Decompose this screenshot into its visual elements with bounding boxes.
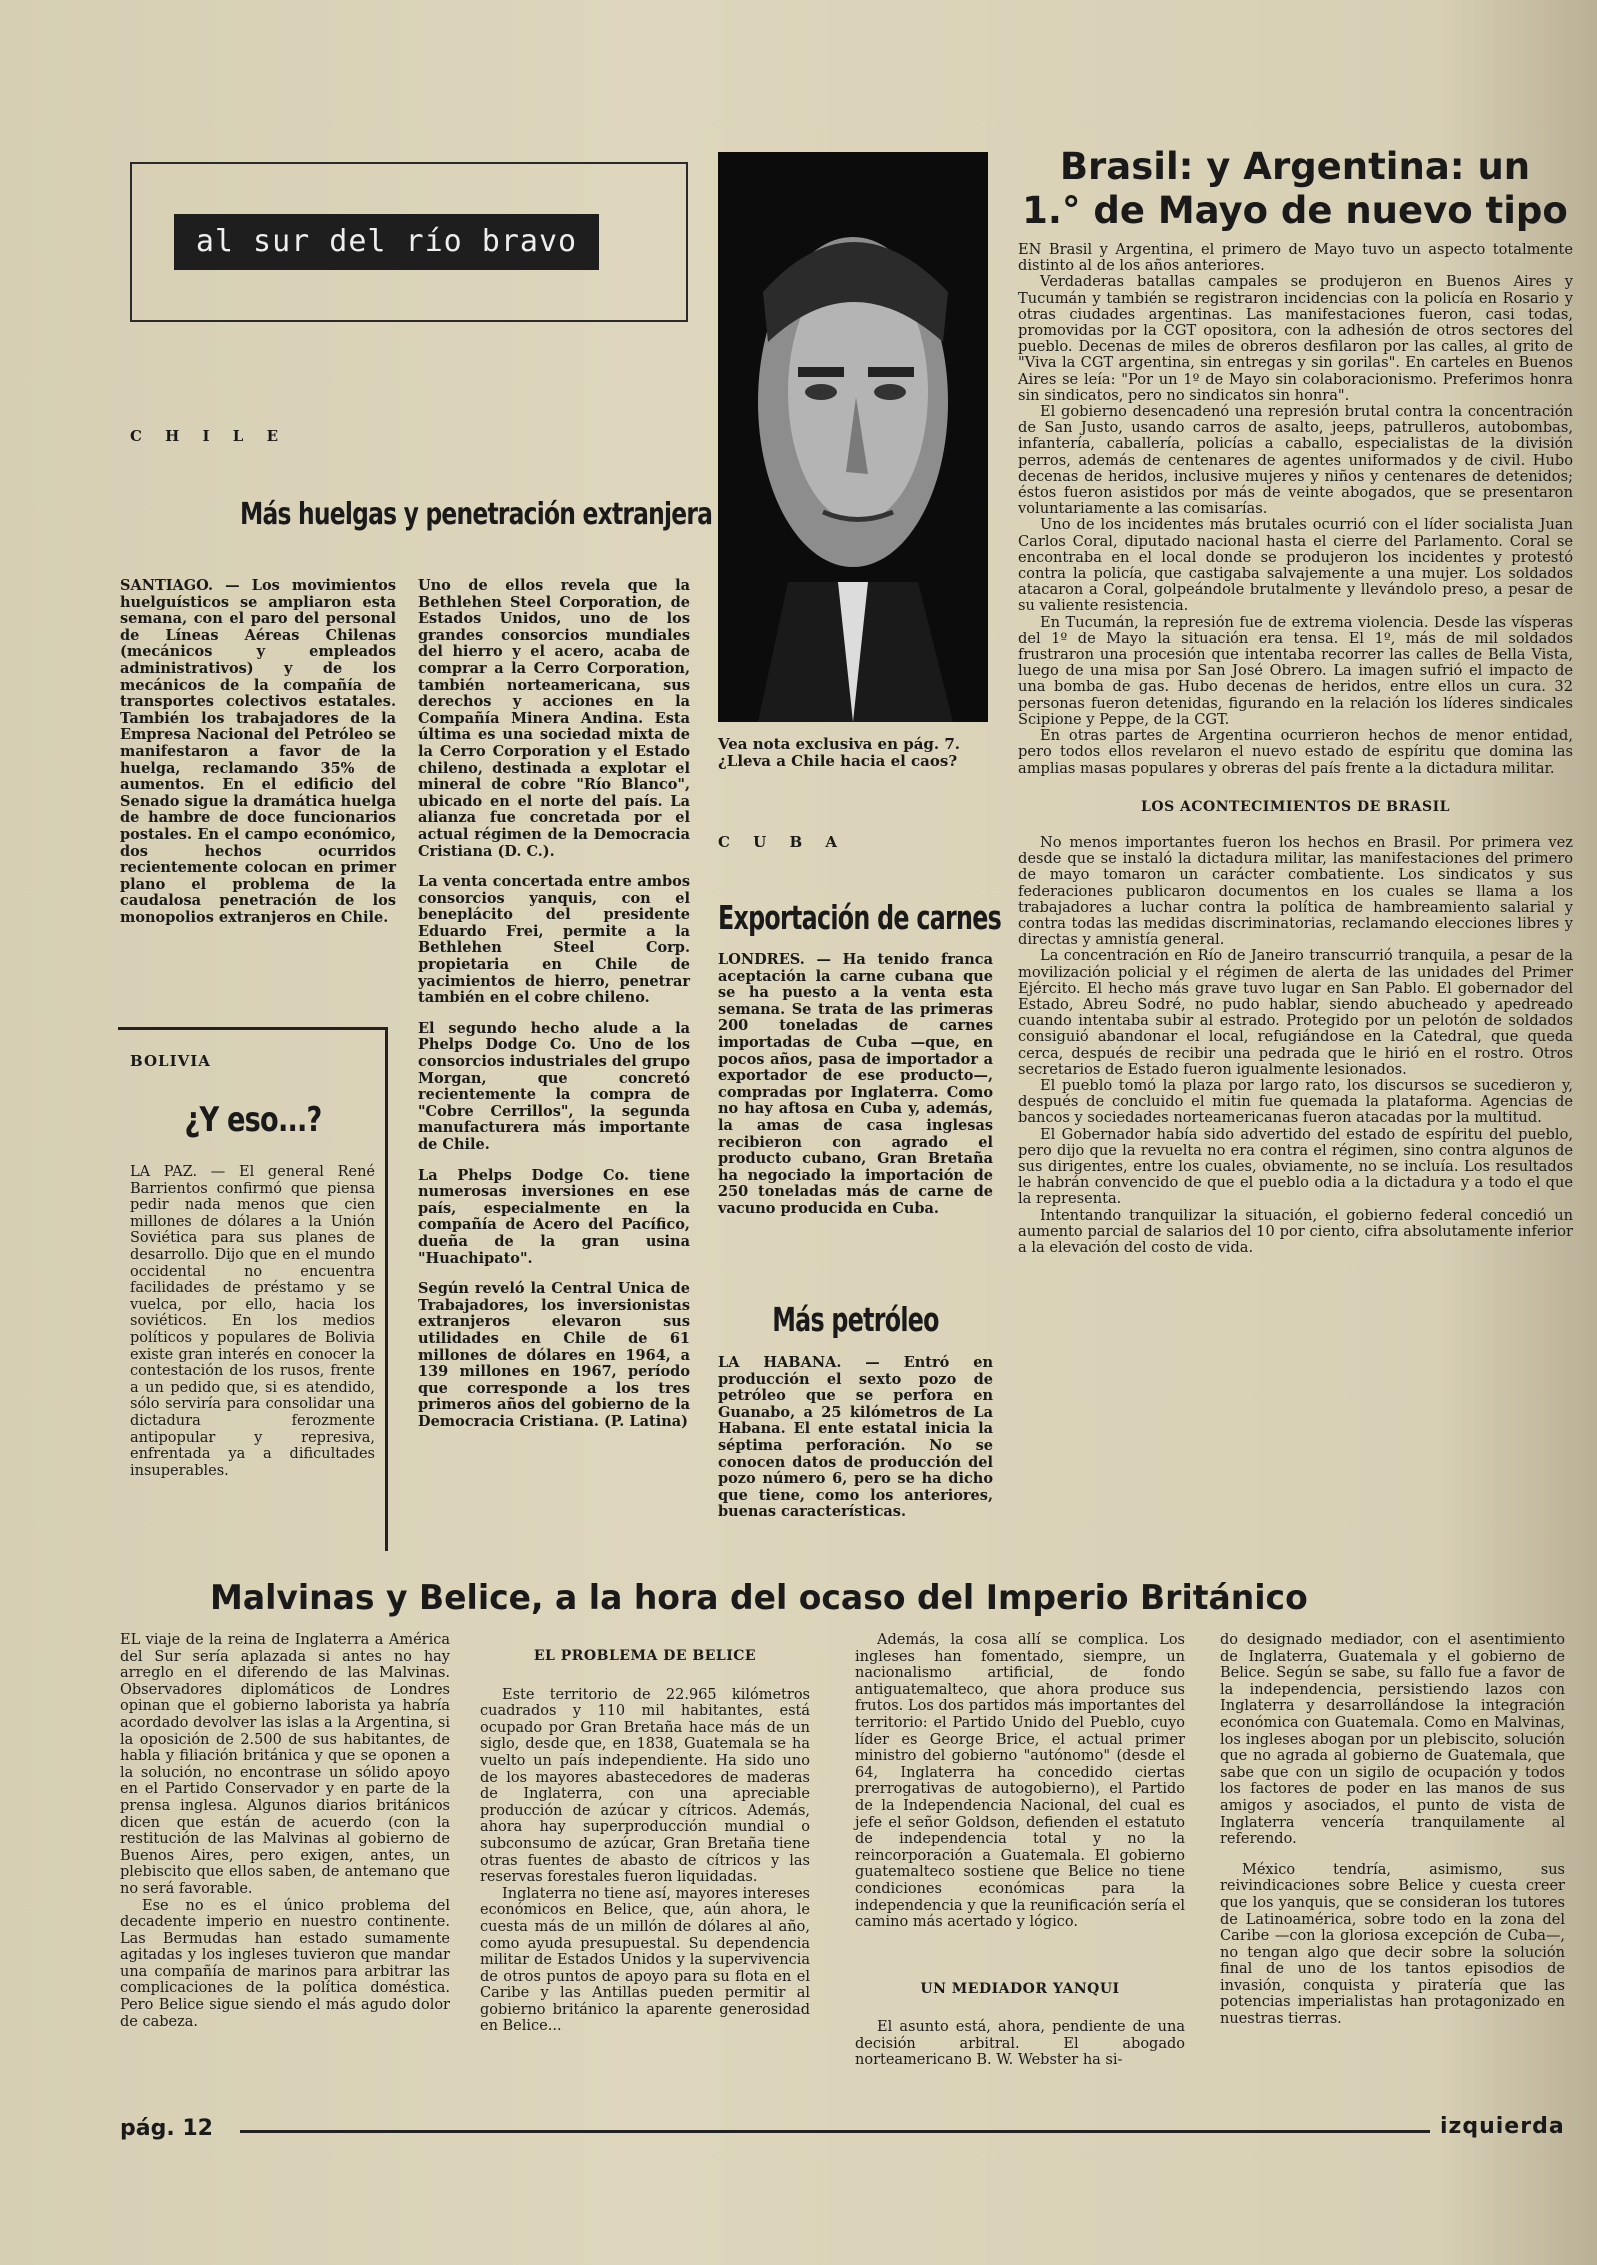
mediador-subheading: UN MEDIADOR YANQUI	[920, 1980, 1120, 1997]
bolivia-body: LA PAZ. — El general René Barrientos confirmó que piensa pedir nada menos que cien millones de dólares a la Unión Soviética para sus planes de desarrollo. Dijo que en el mundo occidental no encuentra facilidades de préstamo y se vuelca, por ello, hacia los soviéticos. En los medios políticos y populares de Bolivia existe gran interés en conocer la contestación de los rusos, frente a un pedido que, si es atendido, sólo serviría para consolidar una dictadura ferozmente antipopular y represiva, enfrentada ya a dificultades insuperables.	[130, 1164, 375, 1479]
belice-subheading: EL PROBLEMA DE BELICE	[533, 1648, 757, 1664]
malvinas-column-4	[1220, 1632, 1565, 2028]
brasil-headline	[1010, 145, 1580, 233]
chile-headline: Más huelgas y penetración extranjera	[240, 497, 713, 532]
brasil-p7: No menos importantes fueron los hechos en Brasil. Por primera vez desde que se instaló la dictadura militar, las manifestaciones del primero de mayo tomaron un carácter combatiente. Los sindicatos y sus federaciones publicaron documentos en los cuales se llama a los trabajadores a luchar contra la política de hambreamiento salarial y contra todas las medidas discriminatorias, reclamando elecciones libres y directas y amnistía general.	[1018, 833, 1573, 949]
malvinas-column-2	[480, 1648, 810, 2035]
malvinas-col3-p1: Además, la cosa allí se complica. Los ingleses han fomentado, siempre, un nacionalismo artificial, de fondo antiguatemalteco, que ahora produce sus frutos. Los dos partidos más importantes del territorio: el Partido Unido del Pueblo, cuyo líder es George Brice, el actual primer ministro del gobierno "autónomo" (desde el 64, Inglaterra ha concedido ciertas prerrogativas de autogobierno), el Partido de la Independencia Nacional, del cual es jefe el señor Goldson, defienden el estatuto de independencia total y no la reincorporación a Guatemala. El gobierno guatemalteco sostiene que Belice no tiene condiciones económicas para la independencia y que la reunificación sería el camino más acertado y lógico.	[855, 1632, 1185, 1931]
brasil-p8: La concentración en Río de Janeiro transcurrió tranquila, a pesar de la movilización policial y el régimen de alerta de las unidades del Primer Ejército. El hecho más grave tuvo lugar en San Pablo. El gobernador del Estado, Abreu Sodré, no pudo hablar, siendo abucheado y apedreado cuando intentaba subir al estrado. Protegido por un pelotón de soldados consiguió abandonar el local, refugiándose en la Catedral, que queda cerca, después de recibir una pedrada que le hirió en el rostro. Otros secretarios de Estado fueron igualmente lesionados.	[1018, 947, 1573, 1078]
brasil-headline-line2: 1.° de Mayo de nuevo tipo	[1022, 189, 1568, 232]
footer-brand: izquierda	[1440, 2114, 1565, 2139]
brasil-p3: El gobierno desencadenó una represión brutal contra la concentración de San Justo, usando carros de asalto, jeeps, patrulleros, autobombas, infantería, caballería, policías a caballo, especialistas de la división perros, además de centenares de agentes uniformados y de civil. Hubo decenas de heridos, inclusive mujeres y niños y centenares de detenidos; éstos fueron asistidos por más de veinte abogados, que se presentaron voluntariamente a las comisarías.	[1018, 403, 1573, 518]
section-banner	[174, 214, 599, 270]
chile-column-2	[418, 578, 690, 1431]
cuba-tag: C U B A	[718, 833, 847, 851]
portrait-figure	[718, 152, 988, 722]
cuba-headline: Exportación de carnes	[718, 898, 1002, 937]
photo-caption: Vea nota exclusiva en pág. 7. ¿Lleva a Chile hacia el caos?	[718, 735, 961, 770]
malvinas-col1-p1: EL viaje de la reina de Inglaterra a América del Sur sería aplazada si antes no hay arreglo en el diferendo de las Malvinas. Observadores diplomáticos de Londres opinan que el gobierno laborista ya habría acordado devolver las islas a la Argentina, si la oposición de 2.500 de sus habitantes, de habla y filiación británica y que se oponen a la solución, no encontrase un sólido apoyo en el Partido Conservador y en parte de la prensa inglesa. Algunos diarios británicos dicen que están de acuerdo (con la restitución de las Malvinas al gobierno de Buenos Aires, pero exigen, antes, un plebiscito que ellos saben, de antemano que no será favorable.	[120, 1632, 450, 1897]
malvinas-column-3	[855, 1632, 1185, 2069]
malvinas-col3-p2: El asunto está, ahora, pendiente de una decisión arbitral. El abogado norteamericano B. W. Webster ha si-	[855, 2019, 1185, 2069]
cuba-body-2: LA HABANA. — Entró en producción el sexto pozo de petróleo que se perfora en Guanabo, a 25 kilómetros de La Habana. El ente estatal inicia la séptima perforación. No se conocen datos de producción del pozo número 6, pero se ha dicho que tiene, como los anteriores, buenas características.	[718, 1354, 993, 1521]
brasil-p2: Verdaderas batallas campales se produjeron en Buenos Aires y Tucumán y también se registraron incidencias con la policía en Rosario y otras ciudades argentinas. Las manifestaciones fueron, casi todas, promovidas por la CGT opositora, con la adhesión de otros sectores del pueblo. Decenas de miles de obreros desfilaron por las calles, al grito de "Viva la CGT argentina, sin entregas y sin gorilas". En carteles en Buenos Aires se leía: "Por un 1º de Mayo sin colaboracionismo. Preferimos honra sin sindicatos, pero no sindicatos sin honra".	[1018, 273, 1573, 404]
brasil-p6: En otras partes de Argentina ocurrieron hechos de menor entidad, pero todos ellos revelaron el nuevo estado de espíritu que domina las amplias masas populares y obreras del país frente a la dictadura militar.	[1018, 727, 1573, 777]
malvinas-column-1	[120, 1632, 450, 2030]
bolivia-headline: ¿Y eso...?	[184, 1100, 322, 1140]
brasil-p4: Uno de los incidentes más brutales ocurrió con el líder socialista Juan Carlos Coral, diputado nacional hasta el cierre del Parlamento. Coral se encontraba en el local donde se produjeron los incidentes y protestó contra la policía, que castigaba salvajemente a una mujer. Los soldados atacaron a Coral, golpeándole brutalmente y llevándolo preso, a pesar de su valiente resistencia.	[1018, 516, 1573, 615]
malvinas-col4-p2: México tendría, asimismo, sus reivindicaciones sobre Belice y cuesta creer que los yanquis, que se consideran los tutores de Latinoamérica, sobre todo en la zona del Caribe —con la gloriosa excepción de Cuba—, no tengan algo que decir sobre la solución final de uno de los tantos episodios de invasión, conquista y piratería que las potencias imperialistas han protagonizado en nuestras tierras.	[1220, 1861, 1565, 2028]
malvinas-col2-p1: Este territorio de 22.965 kilómetros cuadrados y 110 mil habitantes, está ocupado por Gran Bretaña hace más de un siglo, desde que, en 1838, Guatemala se ha vuelto un país independiente. Ha sido uno de los mayores abastecedores de maderas de Inglaterra, con una apreciable producción de azúcar y cítricos. Además, ahora hay superproducción mundial o subconsumo de azúcar, Gran Bretaña tiene otras fuentes de abasto de cítricos y las reservas forestales fueron liquidadas.	[480, 1686, 810, 1886]
brasil-body	[1018, 242, 1573, 1256]
malvinas-headline: Malvinas y Belice, a la hora del ocaso del Imperio Británico	[210, 1578, 1308, 1618]
chile-col1-text: SANTIAGO. — Los movimientos huelguísticos se ampliaron esta semana, con el paro del personal de Líneas Aéreas Chilenas (mecánicos y empleados administrativos) y de los mecánicos de la compañía de transportes colectivos estatales. También los trabajadores de la Empresa Nacional del Petróleo se manifestaron a favor de la huelga, reclamando 35% de aumentos. En el edificio del Senado sigue la dramática huelga de hambre de doce funcionarios postales. En el campo económico, dos hechos ocurridos recientemente colocan en primer plano el problema de la caudalosa penetración de los monopolios extranjeros en Chile.	[120, 577, 396, 926]
chile-tag: C H I L E	[130, 427, 287, 445]
brasil-p5: En Tucumán, la represión fue de extrema violencia. Desde las vísperas del 1º de Mayo la situación era tensa. El 1º, más de mil soldados frustraron una procesión que intentaba recorrer las calles de Bella Vista, luego de una misa por San José Obrero. La imagen sufrió el impacto de una bomba de gas. Hubo decenas de heridos, entre ellos un cura. 32 personas fueron detenidas, figurando en la relación los líderes sindicales Scipione y Peppe, de la CGT.	[1018, 613, 1573, 728]
chile-col2-p5: Según reveló la Central Unica de Trabajadores, los inversionistas extranjeros elevaron sus utilidades en Chile de 61 millones de dólares en 1964, a 139 millones en 1967, período que corresponde a los tres primeros años del gobierno de la Democracia Cristiana. (P. Latina)	[418, 1280, 690, 1430]
cuba-body: LONDRES. — Ha tenido franca aceptación la carne cubana que se ha puesto a la venta esta semana. Se trata de las primeras 200 toneladas de carnes importadas de Cuba —que, en pocos años, pasa de importador a exportador de ese producto—, compradas por Inglaterra. Como no hay aftosa en Cuba y, además, la amas de casa inglesas recibieron con agrado el producto cubano, Gran Bretaña ha negociado la importación de 250 toneladas más de carne de vacuno producida en Cuba.	[718, 951, 993, 1217]
section-banner-title: al sur del río bravo	[195, 224, 578, 259]
cuba-headline-2: Más petróleo	[772, 1300, 939, 1339]
brasil-subheading: LOS ACONTECIMIENTOS DE BRASIL	[1141, 798, 1450, 815]
bolivia-tag: BOLIVIA	[130, 1052, 211, 1070]
brasil-p11: Intentando tranquilizar la situación, el gobierno federal concedió un aumento parcial de salarios del 10 por ciento, cifra absolutamente inferior a la elevación del costo de vida.	[1018, 1206, 1573, 1256]
chile-col2-p1: Uno de ellos revela que la Bethlehen Steel Corporation, de Estados Unidos, uno de los grandes consorcios mundiales del hierro y el acero, acaba de comprar a la Cerro Corporation, también norteamericana, sus derechos y acciones en la Compañía Minera Andina. Esta última es una sociedad mixta de la Cerro Corporation y el Estado chileno, destinada a explotar el mineral de cobre "Río Blanco", ubicado en el norte del país. La alianza fue concretada por el actual régimen de la Democracia Cristiana (D. C.).	[418, 577, 690, 860]
chile-col2-p4: La Phelps Dodge Co. tiene numerosas inversiones en ese país, especialmente en la compañía de Acero del Pacífico, dueña de la gran usina "Huachipato".	[418, 1166, 690, 1267]
bolivia-box	[118, 1027, 388, 1551]
portrait-photo	[718, 152, 988, 722]
footer-rule	[240, 2130, 1430, 2133]
chile-col2-p2: La venta concertada entre ambos consorcios yanquis, con el beneplácito del presidente Eduardo Frei, permite a la Bethlehen Steel Corp. propietaria en Chile de yacimientos de hierro, penetrar también en el cobre chileno.	[418, 873, 690, 1007]
brasil-headline-line1: Brasil: y Argentina: un	[1059, 145, 1531, 188]
malvinas-col4-p1: do designado mediador, con el asentimiento de Inglaterra, Guatemala y el gobierno de Belice. Según se sabe, su fallo fue a favor de la independencia, persistiendo lazos con Inglaterra y desarrollándose la integración económica con Guatemala. Como en Malvinas, los ingleses abogan por un plebiscito, solución que no agrada al gobierno de Guatemala, que sabe que con un sigilo de ocupación y todos los factores de poder en las manos de sus amigos y asociados, el punto de vista de Inglaterra vencería tranquilamente al referendo.	[1220, 1632, 1565, 1848]
malvinas-col2-p2: Inglaterra no tiene así, mayores intereses económicos en Belice, que, aún ahora, le cuesta más de un millón de dólares al año, como ayuda presupuestal. Su dependencia militar de Estados Unidos y la supervivencia de otros puntos de apoyo para su flota en el Caribe y las Antillas pueden permitir al gobierno británico la aparente generosidad en Belice...	[480, 1885, 810, 2035]
chile-col2-p3: El segundo hecho alude a la Phelps Dodge Co. Uno de los consorcios industriales del grupo Morgan, que concretó recientemente la compra de "Cobre Cerrillos", la segunda manufacturera más importante de Chile.	[418, 1019, 690, 1153]
brasil-p10: El Gobernador había sido advertido del estado de espíritu del pueblo, pero dijo que la revuelta no era contra el régimen, sino contra algunos de sus dirigentes, entre los cuales, obviamente, no se incluía. Los resultados le habrán convencido de que el pueblo odia a la dictadura y a todo el que la representa.	[1018, 1125, 1573, 1208]
malvinas-col1-p2: Ese no es el único problema del decadente imperio en nuestro continente. Las Bermudas han estado sumamente agitadas y los ingleses tuvieron que mandar una compañía de marinos para arbitrar las complicaciones de la política doméstica. Pero Belice sigue siendo el más agudo dolor de cabeza.	[120, 1897, 450, 2030]
brasil-p9: El pueblo tomó la plaza por largo rato, los discursos se sucedieron y, después de concluido el mitin fue quemada la plataforma. Agencias de bancos y sociedades norteamericanas fueron atacadas por la multitud.	[1018, 1076, 1573, 1127]
brasil-p1: EN Brasil y Argentina, el primero de Mayo tuvo un aspecto totalmente distinto al de los años anteriores.	[1018, 241, 1573, 275]
section-banner-frame	[130, 162, 688, 322]
page-number: pág. 12	[120, 2116, 213, 2141]
chile-column-1	[120, 578, 396, 926]
